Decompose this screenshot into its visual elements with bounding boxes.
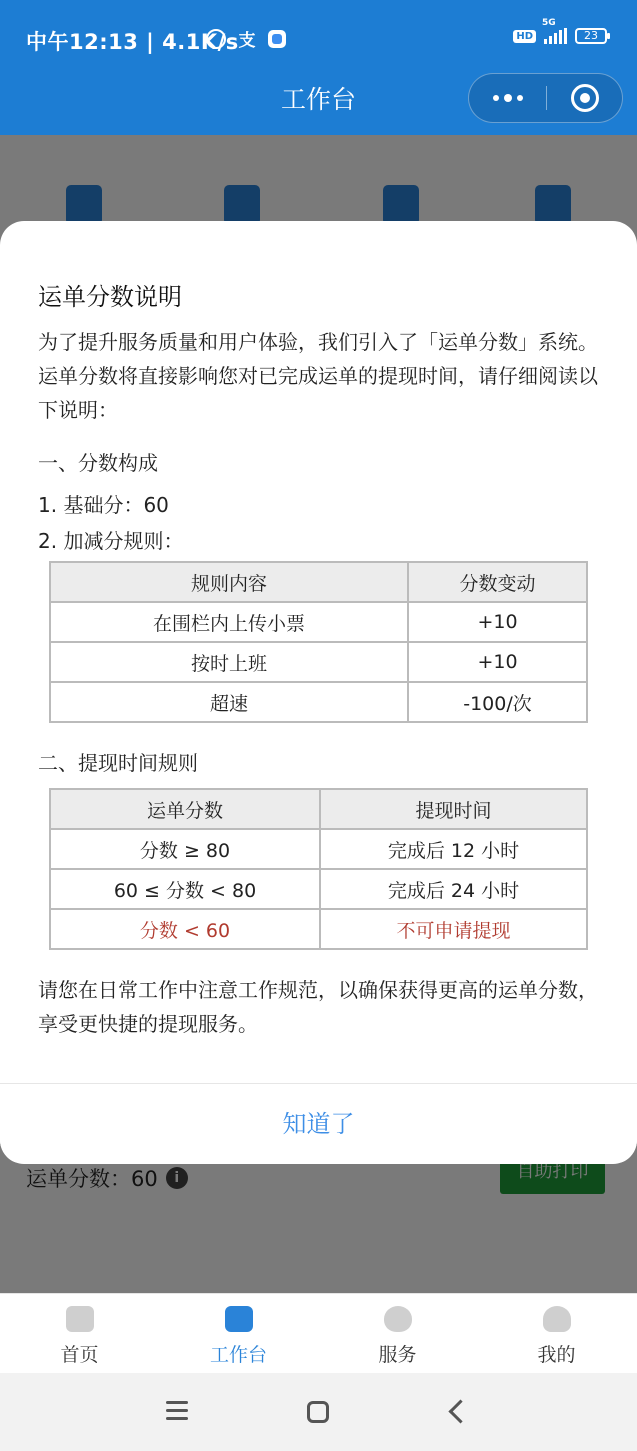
modal-outro: 请您在日常工作中注意工作规范，以确保获得更高的运单分数，享受更快捷的提现服务。 [38,978,598,1036]
back-icon[interactable] [448,1399,472,1423]
menu-icon[interactable] [166,1401,188,1421]
heart-icon [384,1306,412,1332]
tab-home[interactable] [0,1294,159,1374]
battery-icon: 23 [575,28,607,44]
miniprogram-capsule [468,73,623,123]
page-title: 工作台 [280,85,356,114]
modal-title: 运单分数说明 [38,283,182,311]
dot-icon [517,95,523,101]
table-cell: 不可申请提现 [320,909,587,949]
table-header-row [50,562,587,602]
table-header: 运单分数 [50,789,320,829]
rules-heading: 2. 加减分规则： [38,529,184,553]
table-header: 规则内容 [50,562,408,602]
status-time: 中午12:13 | 4.1K/s [26,30,239,54]
bottom-tab-bar [0,1293,637,1374]
section-heading-withdrawal: 二、提现时间规则 [38,751,198,775]
close-miniprogram-icon[interactable] [571,84,599,112]
home-icon [66,1306,94,1332]
table-cell: +10 [408,642,587,682]
table-row [50,829,587,869]
tab-workbench[interactable] [159,1294,318,1374]
table-row [50,642,587,682]
home-square-icon[interactable] [307,1401,329,1423]
base-score: 1. 基础分：60 [38,493,169,517]
table-cell: 按时上班 [50,642,408,682]
alipay-icon: 支 [238,31,256,51]
network-type: 5G [542,18,556,28]
table-row-warning [50,909,587,949]
table-cell: +10 [408,602,587,642]
table-row [50,869,587,909]
tab-service[interactable] [318,1294,477,1374]
table-cell: 分数 < 60 [50,909,320,949]
capsule-divider [546,86,547,110]
score-explanation-modal [0,221,637,1164]
app-notification-icon [268,30,286,48]
system-nav-bar [0,1373,637,1451]
dot-icon [504,94,512,102]
table-cell: 完成后 24 小时 [320,869,587,909]
table-cell: 在围栏内上传小票 [50,602,408,642]
table-header: 分数变动 [408,562,587,602]
table-cell: 60 ≤ 分数 < 80 [50,869,320,909]
section-heading-composition: 一、分数构成 [38,451,158,475]
dashboard-icon [225,1306,253,1332]
withdrawal-time-table [49,788,588,950]
top-bar [0,0,637,135]
status-system-icons [513,18,607,44]
table-header-row [50,789,587,829]
table-row [50,602,587,642]
status-notification-icons [206,26,286,51]
signal-icon [542,18,567,44]
tab-label: 首页 [60,1344,99,1366]
table-cell: -100/次 [408,682,587,722]
table-header: 提现时间 [320,789,587,829]
tab-label: 服务 [378,1344,417,1366]
hd-icon: HD [513,30,536,43]
acknowledge-button[interactable]: 知道了 [0,1084,637,1162]
alarm-icon [206,29,226,49]
tab-mine[interactable] [477,1294,636,1374]
tab-label: 我的 [537,1344,576,1366]
table-cell: 分数 ≥ 80 [50,829,320,869]
tab-label: 工作台 [209,1344,267,1366]
more-button[interactable] [469,74,546,122]
status-bar [0,0,637,80]
table-cell: 完成后 12 小时 [320,829,587,869]
modal-intro: 为了提升服务质量和用户体验，我们引入了「运单分数」系统。运单分数将直接影响您对已完成运单的提现时间，请仔细阅读以下说明： [38,330,598,422]
score-rules-table [49,561,588,723]
table-cell: 超速 [50,682,408,722]
user-icon [543,1306,571,1332]
table-row [50,682,587,722]
dot-icon [493,95,499,101]
